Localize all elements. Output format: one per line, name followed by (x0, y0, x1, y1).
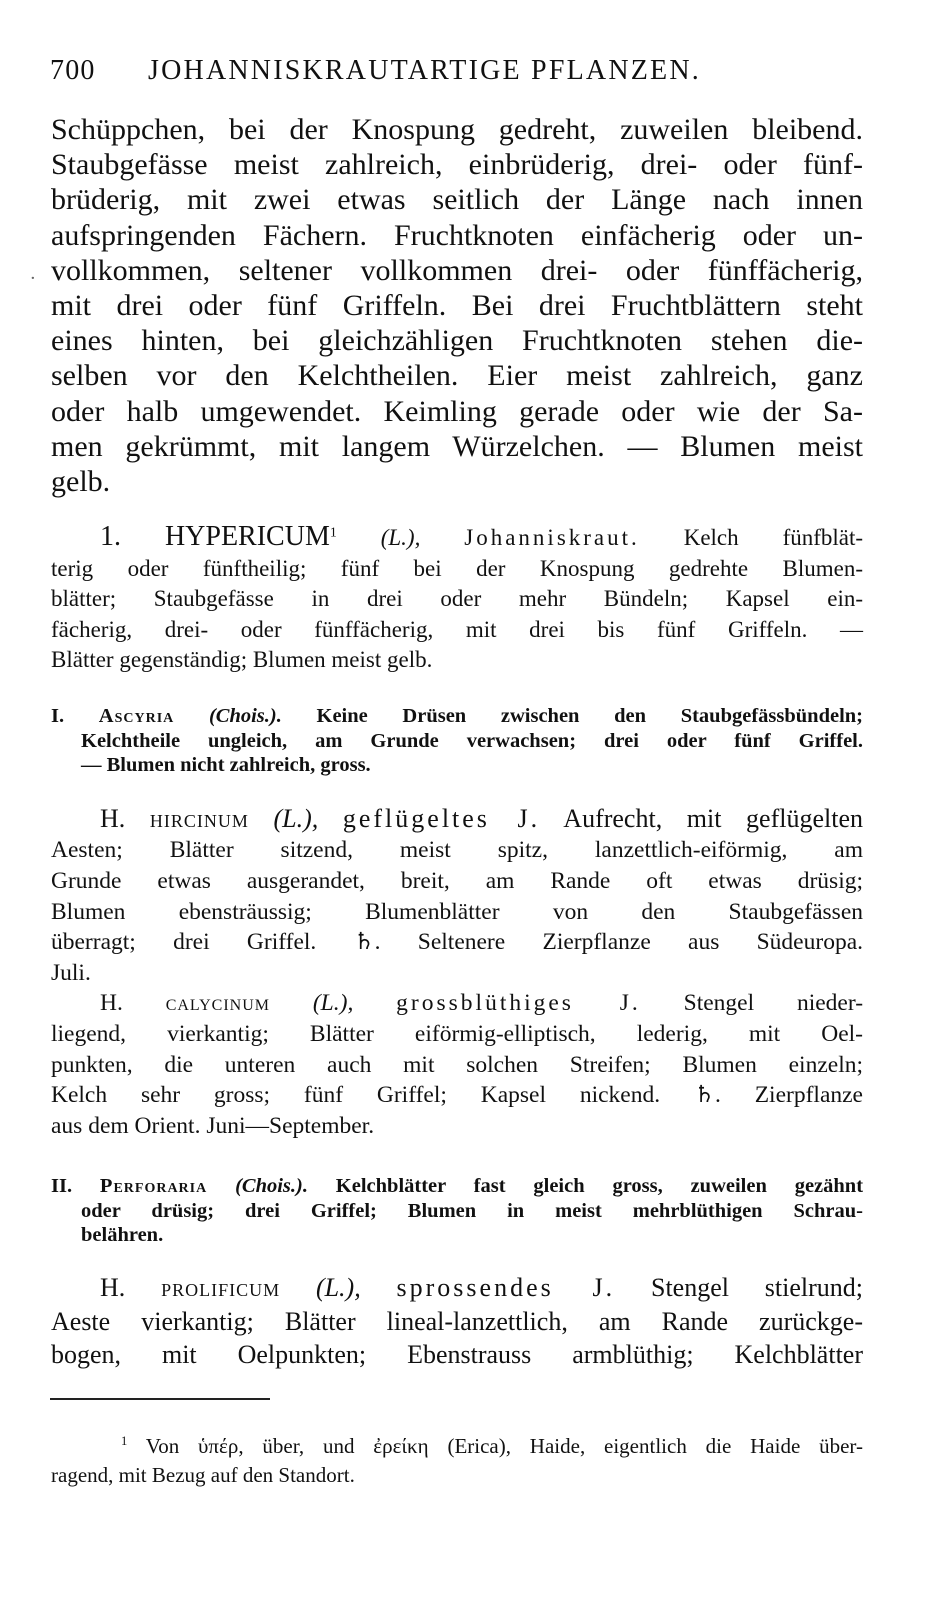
genus-heading-line (51, 522, 863, 554)
species-heading-line (51, 802, 863, 836)
section-numeral: II. (51, 1175, 73, 1197)
text-line: eines hinten, bei gleichzähligen Fruchtknoten stehen die- (51, 324, 863, 358)
species-hircinum-body (51, 835, 863, 989)
section-name: Perforaria (99, 1175, 208, 1197)
species-name: calycinum (165, 990, 270, 1016)
species-hircinum (51, 802, 863, 836)
species-calycinum (51, 988, 863, 1142)
running-title: JOHANNISKRAUTARTIGE PFLANZEN. (148, 55, 701, 86)
text-line: belähren. (81, 1224, 164, 1246)
text-line: bogen, mit Oelpunkten; Ebenstrauss armblüthig; Kelchblätter (51, 1340, 863, 1369)
section-text: Keine Drüsen zwischen den Staubgefässbündeln; (316, 705, 863, 727)
text-line: überragt; drei Griffel. ♄. Seltenere Zierpflanze aus Südeuropa. (51, 929, 863, 956)
text-line: aufspringenden Fächern. Fruchtknoten einfächerig oder un- (51, 218, 863, 252)
footnote-line: ragend, mit Bezug auf den Standort. (51, 1463, 355, 1487)
text-line: Blätter gegenständig; Blumen meist gelb. (51, 647, 433, 672)
text-line: fächerig, drei- oder fünffächerig, mit drei bis fünf Griffeln. — (51, 616, 863, 642)
genus-name: HYPERICUM (164, 521, 330, 552)
footnote-ref: 1 (329, 524, 337, 540)
species-text: Aufrecht, mit geflügelten (563, 804, 863, 833)
section-author: (Chois.). (235, 1175, 308, 1197)
text-line: — Blumen nicht zahlreich, gross. (81, 754, 371, 776)
species-author: (L.), (273, 804, 319, 833)
genus-text: Kelch fünfblät- (683, 525, 864, 550)
text-line: oder drüsig; drei Griffel; Blumen in meist mehrblüthigen Schrau- (81, 1199, 863, 1222)
species-common-name: grossblüthiges J. (396, 990, 641, 1016)
text-line: Schüppchen, bei der Knospung gedreht, zuweilen bleibend. (51, 113, 863, 146)
species-name: hircinum (149, 804, 249, 833)
species-prolificum (51, 1271, 863, 1372)
section-numeral: I. (51, 705, 65, 727)
intro-paragraph (51, 112, 863, 499)
text-line: punkten, die unteren auch mit solchen Streifen; Blumen einzeln; (51, 1051, 863, 1078)
text-line: Grunde etwas ausgerandet, breit, am Rande oft etwas drüsig; (51, 867, 863, 894)
text-line: mit drei oder fünf Griffeln. Bei drei Fruchtblättern steht (51, 289, 863, 323)
text-line: men gekrümmt, mit langem Würzelchen. — Blumen meist (51, 429, 863, 463)
text-line: Blumen ebensträussig; Blumenblätter von den Staubgefässen (51, 898, 863, 925)
text-line: Aeste vierkantig; Blätter lineal-lanzettlich, am Rande zurückge- (51, 1306, 863, 1336)
text-line: brüderig, mit zwei etwas seitlich der Länge nach innen (51, 183, 863, 217)
section-perforaria (51, 1174, 863, 1248)
species-author: (L.), (315, 1273, 361, 1302)
genus-common-name: Johanniskraut. (464, 525, 640, 550)
footnote-marker: 1 (121, 1434, 128, 1448)
genus-entry (51, 522, 863, 676)
section-author: (Chois.). (208, 705, 282, 727)
species-name: prolificum (161, 1273, 281, 1302)
section-heading-line (51, 1174, 863, 1199)
text-line: oder halb umgewendet. Keimling gerade oder wie der Sa- (51, 394, 863, 428)
section-heading-line (51, 704, 863, 729)
text-line: Juli. (51, 960, 91, 987)
text-line: liegend, vierkantig; Blätter eiförmig-elliptisch, lederig, mit Oel- (51, 1020, 863, 1047)
species-text: Stengel nieder- (683, 990, 864, 1016)
text-line: aus dem Orient. Juni—September. (51, 1113, 375, 1140)
species-abbr: H. (100, 1273, 126, 1302)
text-line: gelb. (51, 465, 111, 499)
footnote-text: Von ὑπέρ, über, und ἐρείκη (Erica), Haide, eigentlich die Haide über- (145, 1434, 863, 1458)
text-line: Staubgefässe meist zahlreich, einbrüderig, drei- oder fünf- (51, 148, 863, 182)
species-common-name: sprossendes J. (396, 1273, 616, 1302)
footnote-line (51, 1432, 863, 1461)
text-line: Kelchtheile ungleich, am Grunde verwachsen; drei oder fünf Griffel. (81, 729, 863, 752)
page-number: 700 (50, 55, 96, 86)
species-author: (L.), (312, 990, 354, 1016)
genus-author: (L.), (380, 525, 421, 550)
species-common-name: geflügeltes J. (342, 804, 541, 833)
section-text: Kelchblätter fast gleich gross, zuweilen gezähnt (335, 1175, 864, 1197)
margin-speck: · (30, 268, 36, 289)
text-line: terig oder fünftheilig; fünf bei der Knospung gedrehte Blumen- (51, 555, 863, 581)
genus-number: 1. (100, 521, 121, 552)
text-line: selben vor den Kelchtheilen. Eier meist zahlreich, ganz (51, 359, 863, 393)
species-abbr: H. (100, 990, 123, 1016)
text-line: blätter; Staubgefässe in drei oder mehr Bündeln; Kapsel ein- (51, 586, 863, 611)
text-line: Kelch sehr gross; fünf Griffel; Kapsel nickend. ♄. Zierpflanze (51, 1082, 863, 1109)
footnote (51, 1432, 863, 1490)
species-text: Stengel stielrund; (650, 1273, 863, 1302)
species-heading-line (51, 1271, 863, 1305)
text-line: vollkommen, seltener vollkommen drei- oder fünffächerig, (51, 253, 863, 287)
species-heading-line (51, 988, 863, 1019)
text-line: Aesten; Blätter sitzend, meist spitz, lanzettlich-eiförmig, am (51, 837, 863, 863)
section-ascyria (51, 704, 863, 778)
footnote-rule (50, 1398, 270, 1400)
species-abbr: H. (100, 804, 126, 833)
section-name: Ascyria (98, 705, 175, 727)
running-head (50, 55, 880, 95)
